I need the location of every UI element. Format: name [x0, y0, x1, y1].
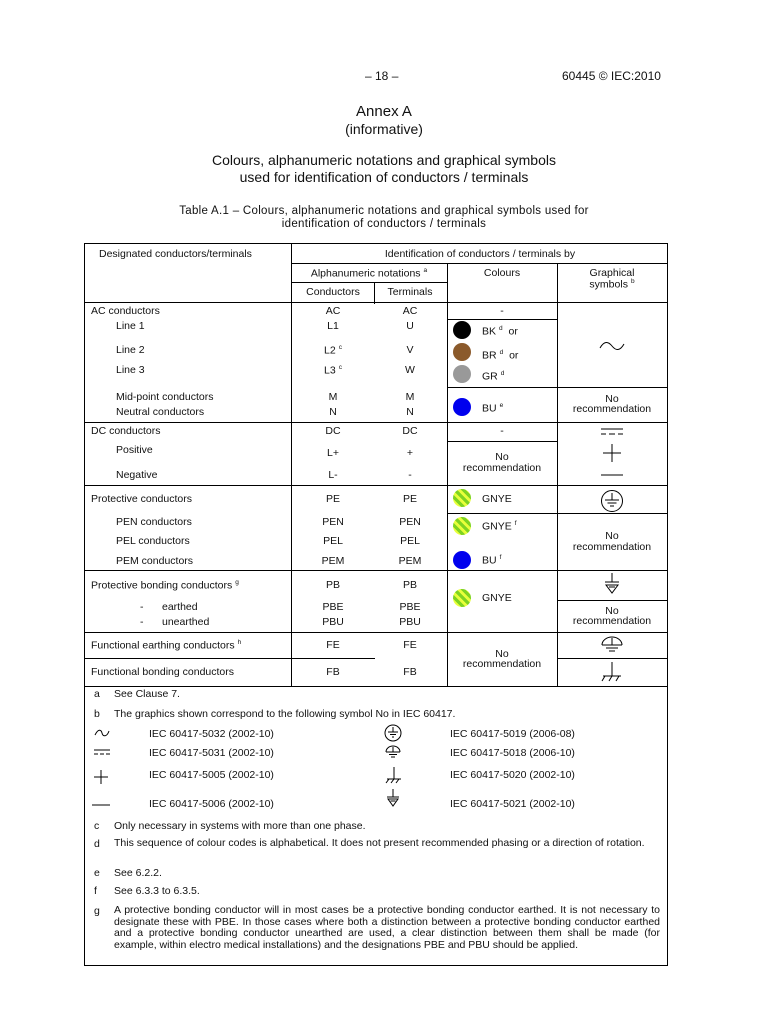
- symbol-ref-6: IEC 60417-5020 (2002-10): [450, 769, 575, 781]
- footnote-g-key: g: [94, 905, 100, 917]
- footnote-b-text: The graphics shown correspond to the following symbol No in IEC 60417.: [114, 708, 456, 720]
- line1-label: Line 1: [116, 320, 145, 332]
- footnote-e-text: See 6.2.2.: [114, 867, 162, 879]
- neutral-label: Neutral conductors: [116, 406, 205, 418]
- pem-label: PEM conductors: [116, 555, 194, 567]
- dc-symbol-icon-ref: [94, 749, 110, 755]
- footnote-f-key: f: [94, 885, 97, 897]
- annex-subtitle: (informative): [345, 121, 423, 137]
- functional-bonding-icon-ref: [386, 767, 402, 785]
- dc-conductors-label: DC conductors: [91, 425, 161, 437]
- ac-term: AC: [402, 305, 418, 317]
- unearthed-cond: PBU: [322, 616, 344, 628]
- footnote-f-text: See 6.3.3 to 6.3.5.: [114, 885, 200, 897]
- ac-colour: -: [500, 305, 504, 317]
- blue-colour-swatch: [453, 398, 471, 416]
- bu-colour: BU $^e$: [482, 402, 504, 415]
- protective-conductors-label: Protective conductors: [91, 493, 192, 505]
- green-yellow-colour-swatch-2: [453, 517, 471, 535]
- bonding-cond: PB: [325, 579, 341, 591]
- minus-symbol-icon-ref: [92, 804, 110, 806]
- pel-label: PEL conductors: [116, 535, 190, 547]
- pen-label: PEN conductors: [116, 516, 192, 528]
- dc-term: DC: [402, 425, 418, 437]
- bonding-no-rec-2: recommendation: [572, 615, 652, 627]
- grey-colour-swatch: [453, 365, 471, 383]
- protective-no-rec-2: recommendation: [572, 541, 652, 553]
- ac-cond: AC: [325, 305, 341, 317]
- functional-no-rec-2: recommendation: [462, 658, 542, 670]
- functional-no-rec-1: No: [495, 648, 509, 660]
- protective-bonding-icon-ref: [385, 789, 401, 809]
- functional-earthing-label: Functional earthing conductors $^h$: [91, 639, 242, 652]
- bonding-term: PB: [402, 579, 418, 591]
- neutral-term: N: [406, 406, 414, 418]
- dc-no-rec-1: No: [495, 451, 509, 463]
- table-caption-line-2: identification of conductors / terminals: [281, 218, 487, 230]
- ac-no-rec-1: No: [605, 393, 619, 405]
- pem-cond: PEM: [321, 555, 345, 567]
- header-symbols: symbols $^b$: [589, 278, 635, 291]
- bk-colour: BK $^d$ or: [482, 325, 518, 338]
- pem-colour: BU $^f$: [482, 554, 502, 567]
- dc-no-rec-2: recommendation: [462, 462, 542, 474]
- dc-colour: -: [500, 425, 504, 437]
- line1-term: U: [406, 320, 414, 332]
- minus-symbol-icon: [601, 474, 623, 476]
- gr-colour: GR $^d$: [482, 370, 505, 383]
- protective-term: PE: [402, 493, 418, 505]
- bonding-colour: GNYE: [482, 592, 512, 604]
- document-reference: 60445 © IEC:2010: [562, 69, 661, 83]
- plus-symbol-icon-ref: [94, 770, 108, 784]
- neutral-cond: N: [329, 406, 337, 418]
- midpoint-cond: M: [328, 391, 338, 403]
- header-identification: Identification of conductors / terminals by: [384, 248, 576, 260]
- pen-colour: GNYE $^f$: [482, 520, 517, 533]
- ac-symbol-icon-ref: [94, 728, 110, 738]
- footnote-d-key: d: [94, 838, 100, 850]
- ac-symbol-icon: [599, 340, 625, 352]
- green-yellow-colour-swatch: [453, 489, 471, 507]
- footnote-a-text: See Clause 7.: [114, 688, 180, 700]
- footnote-c-key: c: [94, 820, 100, 832]
- line2-label: Line 2: [116, 344, 145, 356]
- footnote-g-text: A protective bonding conductor will in most cases be a protective bonding conductor earthed. It is not necessary to designate these with PBE. In those cases where both a distinction between a protective bonding conductor earthed and a protective bonding conductor unearthed are used, a clear distinction between them shall be made (for example, within electro medical installations) and the designations PBE and PBU should be applied.: [114, 904, 660, 951]
- page-number: – 18 –: [365, 69, 399, 83]
- dc-symbol-icon: [601, 428, 623, 436]
- header-terminals: Terminals: [387, 286, 433, 298]
- protective-no-rec-1: No: [605, 530, 619, 542]
- midpoint-term: M: [405, 391, 415, 403]
- bonding-conductors-label: Protective bonding conductors $^g$: [91, 579, 239, 592]
- black-colour-swatch: [453, 321, 471, 339]
- annex-heading-line-1: Colours, alphanumeric notations and graphical symbols: [212, 152, 556, 168]
- pel-cond: PEL: [323, 535, 343, 547]
- functional-earthing-icon: [600, 635, 624, 655]
- pen-term: PEN: [399, 516, 421, 528]
- functional-bonding-cond: FB: [326, 666, 340, 678]
- unearthed-label: unearthed: [162, 616, 210, 628]
- earthed-term: PBE: [399, 601, 421, 613]
- protective-earth-icon: [600, 489, 624, 513]
- unearthed-dash: -: [140, 616, 144, 628]
- symbol-ref-1: IEC 60417-5032 (2002-10): [149, 728, 274, 740]
- functional-bonding-label: Functional bonding conductors: [91, 666, 235, 678]
- footnote-c-text: Only necessary in systems with more than one phase.: [114, 820, 366, 832]
- header-alphanumeric: Alphanumeric notations $^a$: [310, 267, 428, 280]
- protective-cond: PE: [325, 493, 341, 505]
- footnote-d-text: This sequence of colour codes is alphabetical. It does not present recommended phasing or a direction of rotation.: [114, 837, 645, 849]
- br-colour: BR $^d$ or: [482, 349, 519, 362]
- green-yellow-colour-swatch-3: [453, 589, 471, 607]
- header-conductors: Conductors: [306, 286, 360, 298]
- header-colours: Colours: [483, 267, 521, 279]
- annex-heading-line-2: used for identification of conductors / terminals: [239, 169, 529, 185]
- line1-cond: L1: [327, 320, 339, 332]
- symbol-ref-2: IEC 60417-5019 (2006-08): [450, 728, 575, 740]
- midpoint-label: Mid-point conductors: [116, 391, 214, 403]
- symbol-ref-5: IEC 60417-5005 (2002-10): [149, 769, 274, 781]
- negative-label: Negative: [116, 469, 158, 481]
- protective-earth-icon-ref: [384, 724, 402, 742]
- functional-bonding-term: FB: [403, 666, 417, 678]
- unearthed-term: PBU: [399, 616, 421, 628]
- bonding-no-rec-1: No: [605, 605, 619, 617]
- header-designated: Designated conductors/terminals: [99, 248, 252, 260]
- footnote-a-key: a: [94, 688, 100, 700]
- plus-symbol-icon: [603, 444, 621, 462]
- ac-conductors-label: AC conductors: [91, 305, 160, 317]
- functional-bonding-icon: [602, 662, 622, 682]
- positive-cond: L+: [327, 447, 339, 459]
- footnote-e-key: e: [94, 867, 100, 879]
- annex-title: Annex A: [356, 103, 412, 120]
- symbol-ref-4: IEC 60417-5018 (2006-10): [450, 747, 575, 759]
- symbol-ref-7: IEC 60417-5006 (2002-10): [149, 798, 274, 810]
- negative-cond: L-: [328, 469, 338, 481]
- earthed-label: earthed: [162, 601, 198, 613]
- header-graphical: Graphical: [589, 267, 635, 279]
- pen-cond: PEN: [322, 516, 344, 528]
- functional-earthing-icon-ref: [384, 745, 402, 759]
- line2-term: V: [406, 344, 414, 356]
- line3-cond: L3 $^c$: [324, 364, 342, 377]
- symbol-ref-8: IEC 60417-5021 (2002-10): [450, 798, 575, 810]
- protective-colour: GNYE: [482, 493, 512, 505]
- line3-label: Line 3: [116, 364, 145, 376]
- footnote-b-key: b: [94, 708, 100, 720]
- ac-no-rec-2: recommendation: [572, 403, 652, 415]
- functional-earthing-cond: FE: [326, 639, 340, 651]
- negative-term: -: [408, 469, 412, 481]
- positive-term: +: [406, 447, 414, 459]
- blue-colour-swatch-2: [453, 551, 471, 569]
- line2-cond: L2 $^c$: [324, 344, 342, 357]
- pel-term: PEL: [400, 535, 420, 547]
- pem-term: PEM: [398, 555, 422, 567]
- positive-label: Positive: [116, 444, 153, 456]
- protective-bonding-icon: [603, 573, 621, 597]
- brown-colour-swatch: [453, 343, 471, 361]
- dc-cond: DC: [325, 425, 341, 437]
- earthed-dash: -: [140, 601, 144, 613]
- symbol-ref-3: IEC 60417-5031 (2002-10): [149, 747, 274, 759]
- line3-term: W: [405, 364, 415, 376]
- earthed-cond: PBE: [322, 601, 344, 613]
- functional-earthing-term: FE: [403, 639, 417, 651]
- table-caption-line-1: Table A.1 – Colours, alphanumeric notations and graphical symbols used for: [179, 205, 589, 217]
